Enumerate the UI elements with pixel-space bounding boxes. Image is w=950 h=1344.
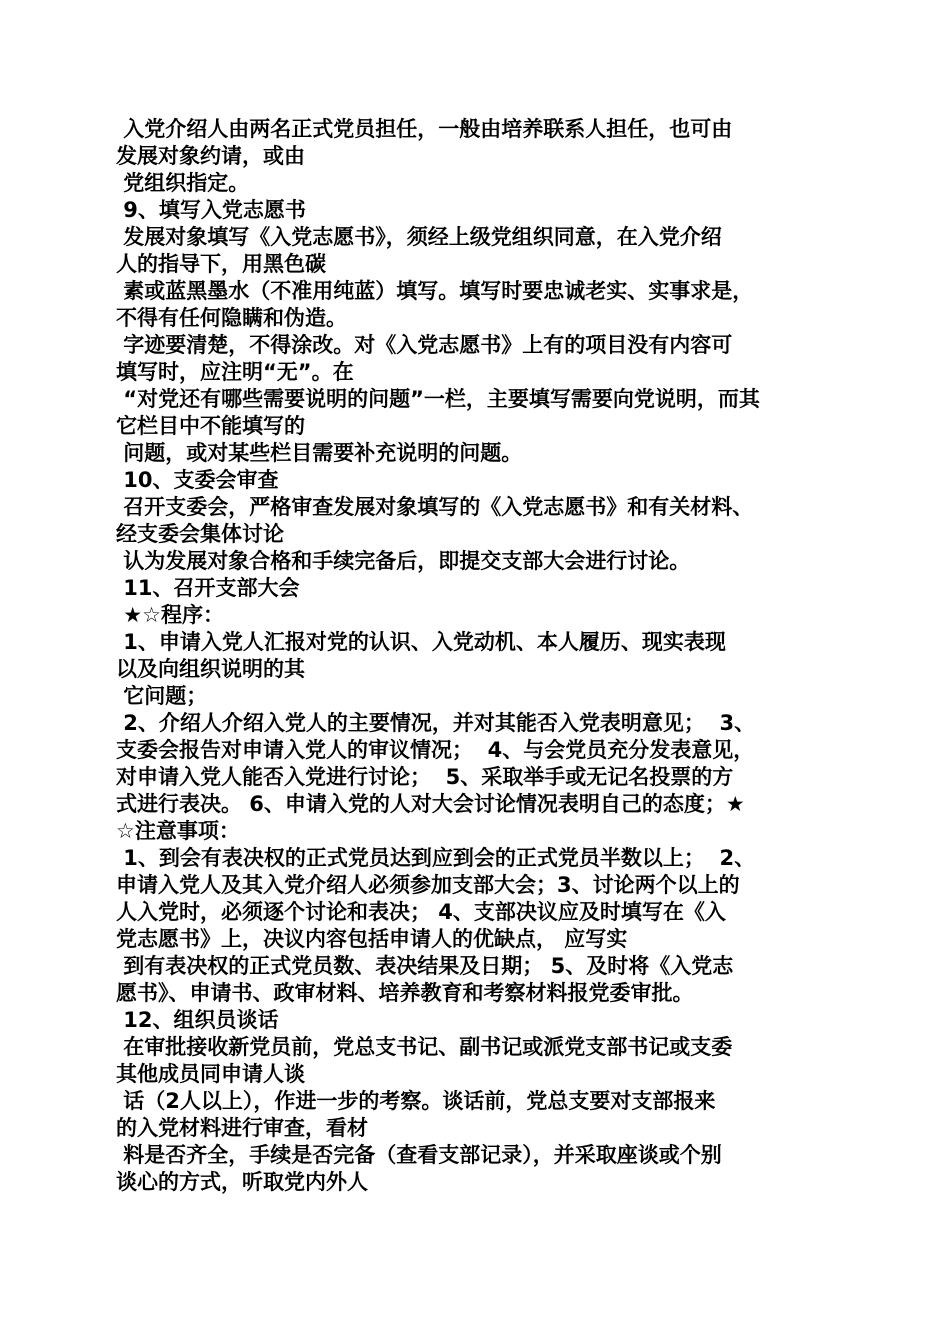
text-line: 支委会报告对申请入党人的审议情况； 4、与会党员充分发表意见， — [116, 738, 755, 762]
text-line: 到有表决权的正式党员数、表决结果及日期； 5、及时将《入党志 — [116, 954, 734, 978]
text-line: 发展对象填写《入党志愿书》，须经上级党组织同意，在入党介绍 — [116, 225, 722, 249]
text-line: 以及向组织说明的其 — [116, 657, 305, 681]
text-line: 认为发展对象合格和手续完备后，即提交支部大会进行讨论。 — [116, 549, 691, 573]
section-heading: 10、支委会审查 — [116, 468, 279, 492]
text-line: 申请入党人及其入党介绍人必须参加支部大会；3、讨论两个以上的 — [116, 873, 740, 897]
text-line: 填写时，应注明“无”。在 — [116, 360, 354, 384]
text-line: 在审批接收新党员前，党总支书记、副书记或派党支部书记或支委 — [116, 1035, 733, 1059]
text-line: 经支委会集体讨论 — [116, 522, 284, 546]
text-line: 素或蓝黑墨水（不准用纯蓝）填写。填写时要忠诚老实、实事求是， — [116, 279, 754, 303]
text-line: 谈心的方式，听取党内外人 — [116, 1170, 368, 1194]
section-heading: 9、填写入党志愿书 — [116, 198, 306, 222]
text-line: 发展对象约请，或由 — [116, 144, 305, 168]
text-line: 问题，或对某些栏目需要补充说明的问题。 — [116, 441, 523, 465]
text-line: 党组织指定。 — [116, 171, 250, 195]
text-line: 召开支委会，严格审查发展对象填写的《入党志愿书》和有关材料、 — [116, 495, 754, 519]
text-line: 它栏目中不能填写的 — [116, 414, 305, 438]
text-line: 话（2人以上），作进一步的考察。谈话前，党总支要对支部报来 — [116, 1089, 716, 1113]
section-heading: 11、召开支部大会 — [116, 576, 300, 600]
text-line: 1、到会有表决权的正式党员达到应到会的正式党员半数以上； 2、 — [116, 846, 756, 870]
subheading: ☆注意事项： — [116, 819, 240, 843]
text-line: 人的指导下，用黑色碳 — [116, 252, 326, 276]
text-line: 对申请入党人能否入党进行讨论； 5、采取举手或无记名投票的方 — [116, 765, 734, 789]
section-heading: 12、组织员谈话 — [116, 1008, 279, 1032]
text-line: 它问题； — [116, 684, 208, 708]
text-line: 不得有任何隐瞒和伪造。 — [116, 306, 347, 330]
text-line: 式进行表决。 6、申请入党的人对大会讨论情况表明自己的态度；★ — [116, 792, 745, 816]
text-line: 字迹要清楚，不得涂改。对《入党志愿书》上有的项目没有内容可 — [116, 333, 733, 357]
text-line: 愿书》、申请书、政审材料、培养教育和考察材料报党委审批。 — [116, 981, 694, 1005]
text-line: 人入党时，必须逐个讨论和表决； 4、支部决议应及时填写在《入 — [116, 900, 726, 924]
subheading: ★☆程序： — [116, 603, 224, 627]
text-line: 2、介绍人介绍入党人的主要情况，并对其能否入党表明意见； 3、 — [116, 711, 756, 735]
document-page — [116, 116, 836, 1196]
text-line: 其他成员同申请人谈 — [116, 1062, 305, 1086]
text-line: 的入党材料进行审查，看材 — [116, 1116, 368, 1140]
text-line: 入党介绍人由两名正式党员担任，一般由培养联系人担任，也可由 — [116, 117, 733, 141]
text-line: 党志愿书》上，决议内容包括申请人的优缺点， 应写实 — [116, 927, 628, 951]
text-line: “对党还有哪些需要说明的问题”一栏，主要填写需要向党说明，而其 — [116, 387, 760, 411]
text-line: 料是否齐全，手续是否完备（查看支部记录），并采取座谈或个别 — [116, 1143, 722, 1167]
text-line: 1、申请入党人汇报对党的认识、入党动机、本人履历、现实表现 — [116, 630, 726, 654]
